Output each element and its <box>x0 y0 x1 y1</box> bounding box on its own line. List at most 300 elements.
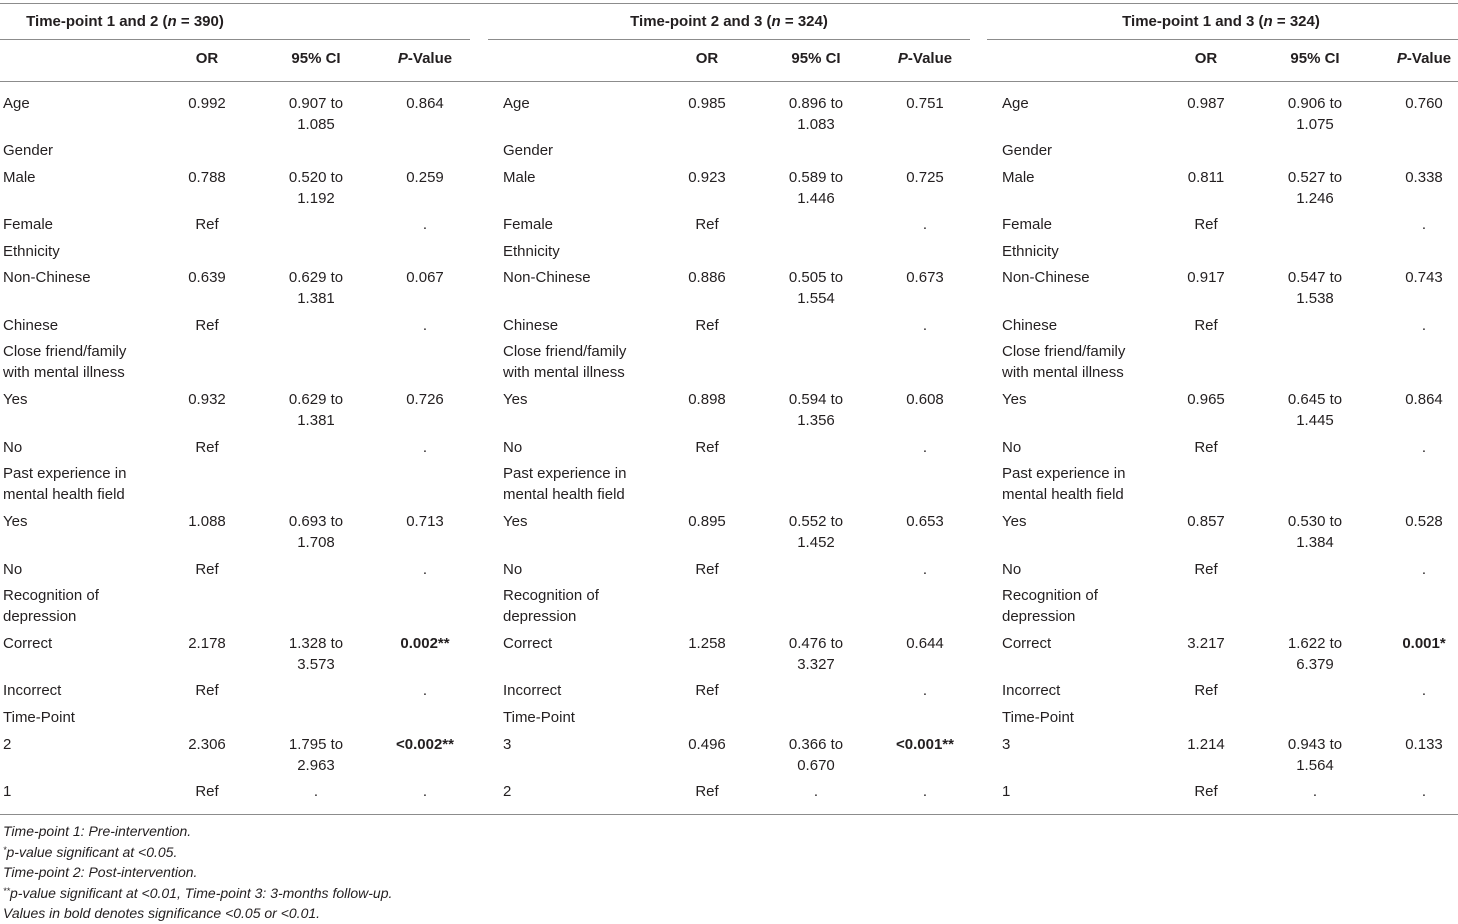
row-label-line: Correct <box>503 635 553 652</box>
row-label <box>1002 680 1060 701</box>
ci-line: 1.085 <box>297 116 335 133</box>
confidence-interval-cell <box>256 389 376 431</box>
row-label <box>1002 511 1026 532</box>
odds-ratio-cell: Ref <box>1194 317 1218 334</box>
odds-ratio-cell: Ref <box>695 439 719 456</box>
row-label-line: Correct <box>1002 635 1052 652</box>
odds-ratio-cell: Ref <box>1194 783 1218 800</box>
p-value-cell: 0.608 <box>906 391 944 408</box>
row-label <box>3 93 30 114</box>
row-label <box>3 781 11 802</box>
row-label-line: No <box>1002 561 1022 578</box>
odds-ratio-cell: 0.987 <box>1187 95 1225 112</box>
header-p-rest: -Value <box>907 50 953 67</box>
ci-line: . <box>1312 783 1318 800</box>
p-value-cell: . <box>922 561 928 578</box>
group-title-2 <box>529 13 929 30</box>
row-label <box>503 463 626 505</box>
p-value-cell: . <box>922 216 928 233</box>
row-label <box>1002 463 1125 505</box>
row-label-line: No <box>1002 439 1022 456</box>
row-label-line: No <box>3 439 23 456</box>
group-n-value: = 324) <box>1272 13 1320 30</box>
p-value-cell: . <box>1421 439 1427 456</box>
ci-line: 1.708 <box>297 534 335 551</box>
row-label <box>1002 93 1029 114</box>
confidence-interval-cell <box>1255 167 1375 209</box>
ci-line: 6.379 <box>1296 656 1334 673</box>
footnote-text: Time-point 1: Pre-intervention. <box>3 823 192 839</box>
row-label <box>1002 315 1057 336</box>
odds-ratio-cell: Ref <box>195 439 219 456</box>
group-n-value: = 324) <box>780 13 828 30</box>
footnote-line <box>3 903 392 924</box>
confidence-interval-cell <box>1255 633 1375 675</box>
header-bottom-rule <box>0 81 1458 82</box>
row-label <box>503 781 511 802</box>
row-label-line: Male <box>503 169 536 186</box>
p-value-cell: 0.726 <box>406 391 444 408</box>
header-p-italic: P <box>397 50 408 67</box>
row-label-line: Gender <box>1002 142 1053 159</box>
row-label-line: Past experience in <box>503 465 627 482</box>
p-value-cell: . <box>422 561 428 578</box>
ci-line: 0.505 to <box>788 269 844 286</box>
ci-line: 0.589 to <box>788 169 844 186</box>
confidence-interval-cell <box>756 781 876 802</box>
row-label-line: 1 <box>1002 783 1011 800</box>
p-value-cell: 0.864 <box>406 95 444 112</box>
confidence-interval-cell <box>256 781 376 802</box>
row-label <box>503 585 599 627</box>
p-value-cell: . <box>1421 682 1427 699</box>
row-label-line: depression <box>3 608 77 625</box>
odds-ratio-cell: Ref <box>1194 561 1218 578</box>
confidence-interval-cell <box>256 511 376 553</box>
odds-ratio-cell: Ref <box>695 317 719 334</box>
odds-ratio-cell: Ref <box>695 783 719 800</box>
row-label-line: Non-Chinese <box>1002 269 1090 286</box>
row-label-line: Age <box>1002 95 1029 112</box>
row-label-line: Age <box>503 95 530 112</box>
row-label <box>503 93 530 114</box>
row-label-line: Yes <box>503 391 528 408</box>
row-label-line: Non-Chinese <box>3 269 91 286</box>
row-label-line: Gender <box>3 142 54 159</box>
row-label <box>3 680 61 701</box>
footnote-marker: ** <box>3 885 11 896</box>
p-value-cell: 0.713 <box>406 513 444 530</box>
row-label <box>503 315 558 336</box>
confidence-interval-cell <box>1255 781 1375 802</box>
row-label-line: Recognition of <box>3 587 99 604</box>
footnote-line <box>3 883 392 904</box>
ci-line: 1.246 <box>1296 190 1334 207</box>
row-label-line: with mental illness <box>503 364 625 381</box>
odds-ratio-cell: 0.923 <box>688 169 726 186</box>
header-p-value <box>865 48 985 69</box>
odds-ratio-cell: Ref <box>695 682 719 699</box>
header-p-rest: -Value <box>407 50 453 67</box>
group-title-3 <box>1021 13 1421 30</box>
ci-line: 1.075 <box>1296 116 1334 133</box>
row-label <box>503 559 522 580</box>
row-label <box>1002 241 1059 262</box>
header-or: OR <box>695 50 719 67</box>
header-p-value <box>365 48 485 69</box>
row-label <box>1002 707 1074 728</box>
p-value-cell: 0.338 <box>1405 169 1443 186</box>
row-label-line: Age <box>3 95 30 112</box>
row-label-line: Time-Point <box>1002 709 1074 726</box>
row-label <box>3 734 11 755</box>
header-95-ci: 95% CI <box>291 50 341 67</box>
p-value-cell: 0.673 <box>906 269 944 286</box>
row-label-line: Ethnicity <box>1002 243 1059 260</box>
odds-ratio-cell: 0.898 <box>688 391 726 408</box>
ci-line: 1.622 to <box>1287 635 1343 652</box>
table-top-rule <box>0 3 1458 4</box>
row-label <box>1002 585 1098 627</box>
row-label <box>3 214 53 235</box>
row-label <box>1002 167 1035 188</box>
row-label-line: No <box>3 561 23 578</box>
confidence-interval-cell <box>1255 389 1375 431</box>
row-label-line: Male <box>3 169 36 186</box>
confidence-interval-cell <box>1255 267 1375 309</box>
p-value-cell: 0.653 <box>906 513 944 530</box>
odds-ratio-cell: Ref <box>1194 439 1218 456</box>
odds-ratio-cell: Ref <box>695 561 719 578</box>
header-95-ci: 95% CI <box>791 50 841 67</box>
row-label-line: depression <box>503 608 577 625</box>
group-rule-2 <box>488 39 970 40</box>
ci-line: 0.547 to <box>1287 269 1343 286</box>
row-label <box>503 241 560 262</box>
ci-line: 0.629 to <box>288 391 344 408</box>
confidence-interval-cell <box>256 167 376 209</box>
row-label-line: No <box>503 561 523 578</box>
odds-ratio-cell: 0.992 <box>188 95 226 112</box>
p-value-cell: . <box>1421 216 1427 233</box>
confidence-interval-cell <box>1255 93 1375 135</box>
row-label-line: 2 <box>503 783 512 800</box>
odds-ratio-cell: Ref <box>695 216 719 233</box>
header-95-ci: 95% CI <box>1290 50 1340 67</box>
ci-line: 1.384 <box>1296 534 1334 551</box>
row-label <box>3 559 22 580</box>
row-label-line: Yes <box>3 513 28 530</box>
ci-line: 1.356 <box>797 412 835 429</box>
row-label <box>3 585 99 627</box>
ci-line: 0.896 to <box>788 95 844 112</box>
p-value-cell: 0.760 <box>1405 95 1443 112</box>
row-label <box>503 267 591 288</box>
group-n-symbol: n <box>771 13 781 30</box>
footnote-line <box>3 862 392 883</box>
row-label-line: Non-Chinese <box>503 269 591 286</box>
row-label <box>1002 633 1051 654</box>
row-label-line: Past experience in <box>1002 465 1126 482</box>
footnote-text: Time-point 2: Post-intervention. <box>3 864 198 880</box>
group-rule-3 <box>987 39 1458 40</box>
row-label-line: Chinese <box>503 317 559 334</box>
ci-line: 0.527 to <box>1287 169 1343 186</box>
row-label <box>503 341 626 383</box>
row-label-line: Ethnicity <box>3 243 60 260</box>
ci-line: 1.538 <box>1296 290 1334 307</box>
row-label-line: Yes <box>503 513 528 530</box>
row-label-line: Recognition of <box>1002 587 1098 604</box>
row-label-line: Correct <box>3 635 53 652</box>
odds-ratio-cell: 0.788 <box>188 169 226 186</box>
ci-line: 1.083 <box>797 116 835 133</box>
row-label <box>503 140 553 161</box>
row-label-line: mental health field <box>1002 486 1124 503</box>
row-label <box>1002 341 1125 383</box>
row-label <box>1002 734 1010 755</box>
ci-line: 0.552 to <box>788 513 844 530</box>
ci-line: 0.943 to <box>1287 736 1343 753</box>
row-label-line: mental health field <box>3 486 125 503</box>
row-label <box>503 680 561 701</box>
p-value-cell: <0.002** <box>396 736 454 753</box>
row-label <box>503 707 575 728</box>
table-bottom-rule <box>0 814 1458 815</box>
row-label-line: Close friend/family <box>1002 343 1126 360</box>
ci-line: 1.452 <box>797 534 835 551</box>
footnote-text: p-value significant at <0.05. <box>6 843 178 860</box>
ci-line: 1.328 to <box>288 635 344 652</box>
odds-ratio-cell: Ref <box>1194 216 1218 233</box>
odds-ratio-cell: 0.965 <box>1187 391 1225 408</box>
ci-line: 1.795 to <box>288 736 344 753</box>
row-label-line: with mental illness <box>1002 364 1124 381</box>
row-label-line: 2 <box>3 736 12 753</box>
footnote-marker: * <box>3 844 7 855</box>
row-label <box>3 437 22 458</box>
row-label-line: No <box>503 439 523 456</box>
confidence-interval-cell <box>756 389 876 431</box>
ci-line: 0.476 to <box>788 635 844 652</box>
row-label <box>1002 267 1090 288</box>
p-value-cell: 0.133 <box>1405 736 1443 753</box>
row-label <box>3 463 126 505</box>
row-label-line: Male <box>1002 169 1035 186</box>
confidence-interval-cell <box>756 633 876 675</box>
row-label <box>3 707 75 728</box>
p-value-cell: 0.002** <box>400 635 450 652</box>
row-label <box>503 511 527 532</box>
ci-line: 0.645 to <box>1287 391 1343 408</box>
p-value-cell: 0.644 <box>906 635 944 652</box>
row-label-line: Close friend/family <box>3 343 127 360</box>
row-label <box>3 389 27 410</box>
row-label <box>1002 437 1021 458</box>
header-p-italic: P <box>897 50 908 67</box>
odds-ratio-cell: 1.258 <box>688 635 726 652</box>
row-label <box>3 167 36 188</box>
ci-line: 0.530 to <box>1287 513 1343 530</box>
p-value-cell: . <box>1421 783 1427 800</box>
row-label <box>503 734 511 755</box>
p-value-cell: . <box>922 682 928 699</box>
row-label-line: Yes <box>1002 513 1027 530</box>
row-label-line: Yes <box>3 391 28 408</box>
table-footnotes <box>3 821 392 924</box>
header-p-rest: -Value <box>1406 50 1452 67</box>
row-label-line: Chinese <box>3 317 59 334</box>
ci-line: 1.381 <box>297 412 335 429</box>
p-value-cell: . <box>422 216 428 233</box>
p-value-cell: <0.001** <box>896 736 954 753</box>
row-label-line: 1 <box>3 783 12 800</box>
odds-ratio-cell: Ref <box>195 682 219 699</box>
odds-ratio-cell: Ref <box>195 783 219 800</box>
row-label <box>3 341 126 383</box>
footnote-text: p-value significant at <0.01, Time-point 3: 3-months follow-up. <box>10 884 393 901</box>
confidence-interval-cell <box>756 734 876 776</box>
p-value-cell: 0.864 <box>1405 391 1443 408</box>
p-value-cell: . <box>922 439 928 456</box>
p-value-cell: . <box>1421 561 1427 578</box>
row-label-line: Incorrect <box>503 682 562 699</box>
row-label <box>3 511 27 532</box>
group-title-text: Time-point 1 and 3 ( <box>1122 13 1264 30</box>
group-rule-1 <box>0 39 470 40</box>
odds-ratio-cell: 0.496 <box>688 736 726 753</box>
p-value-cell: . <box>422 783 428 800</box>
group-title-text: Time-point 2 and 3 ( <box>630 13 772 30</box>
row-label <box>3 315 58 336</box>
p-value-cell: 0.751 <box>906 95 944 112</box>
header-p-italic: P <box>1396 50 1407 67</box>
group-n-value: = 390) <box>176 13 224 30</box>
row-label-line: Female <box>1002 216 1053 233</box>
p-value-cell: 0.528 <box>1405 513 1443 530</box>
odds-ratio-cell: 0.811 <box>1187 169 1225 186</box>
odds-ratio-cell: Ref <box>195 216 219 233</box>
row-label <box>1002 559 1021 580</box>
p-value-cell: 0.743 <box>1405 269 1443 286</box>
p-value-cell: . <box>1421 317 1427 334</box>
ci-line: 0.906 to <box>1287 95 1343 112</box>
ci-line: 2.963 <box>297 757 335 774</box>
p-value-cell: 0.259 <box>406 169 444 186</box>
row-label <box>503 167 536 188</box>
row-label-line: mental health field <box>503 486 625 503</box>
row-label-line: Incorrect <box>3 682 62 699</box>
odds-ratio-cell: 1.214 <box>1187 736 1225 753</box>
odds-ratio-cell: 1.088 <box>188 513 226 530</box>
odds-ratio-cell: 0.895 <box>688 513 726 530</box>
ci-line: 0.366 to <box>788 736 844 753</box>
confidence-interval-cell <box>256 93 376 135</box>
confidence-interval-cell <box>756 511 876 553</box>
confidence-interval-cell <box>756 167 876 209</box>
p-value-cell: 0.001* <box>1402 635 1446 652</box>
row-label-line: 3 <box>503 736 512 753</box>
ci-line: 1.445 <box>1296 412 1334 429</box>
ci-line: 3.327 <box>797 656 835 673</box>
confidence-interval-cell <box>756 267 876 309</box>
footnote-line <box>3 821 392 842</box>
confidence-interval-cell <box>756 93 876 135</box>
odds-ratio-cell: Ref <box>195 317 219 334</box>
footnote-text: Values in bold denotes significance <0.05 or <0.01. <box>3 905 321 921</box>
header-p-value <box>1364 48 1458 69</box>
row-label-line: Time-Point <box>3 709 75 726</box>
row-label-line: Incorrect <box>1002 682 1061 699</box>
row-label-line: Past experience in <box>3 465 127 482</box>
p-value-cell: . <box>422 439 428 456</box>
row-label <box>3 241 60 262</box>
p-value-cell: . <box>422 682 428 699</box>
p-value-cell: . <box>922 317 928 334</box>
odds-ratio-cell: 0.639 <box>188 269 226 286</box>
row-label-line: Female <box>503 216 554 233</box>
odds-ratio-cell: 0.857 <box>1187 513 1225 530</box>
group-n-symbol: n <box>167 13 177 30</box>
ci-line: 1.564 <box>1296 757 1334 774</box>
row-label <box>3 267 91 288</box>
row-label-line: Close friend/family <box>503 343 627 360</box>
row-label <box>3 140 53 161</box>
ci-line: . <box>313 783 319 800</box>
ci-line: 1.192 <box>297 190 335 207</box>
ci-line: 1.446 <box>797 190 835 207</box>
odds-ratio-cell: Ref <box>1194 682 1218 699</box>
row-label <box>3 633 52 654</box>
row-label <box>503 389 527 410</box>
group-title-1 <box>0 13 325 30</box>
row-label-line: Ethnicity <box>503 243 560 260</box>
row-label <box>503 633 552 654</box>
ci-line: 0.520 to <box>288 169 344 186</box>
confidence-interval-cell <box>1255 734 1375 776</box>
footnote-line <box>3 842 392 863</box>
odds-ratio-cell: 0.917 <box>1187 269 1225 286</box>
confidence-interval-cell <box>256 633 376 675</box>
row-label <box>1002 140 1052 161</box>
ci-line: 0.594 to <box>788 391 844 408</box>
p-value-cell: 0.725 <box>906 169 944 186</box>
header-or: OR <box>1194 50 1218 67</box>
confidence-interval-cell <box>256 267 376 309</box>
ci-line: 0.907 to <box>288 95 344 112</box>
confidence-interval-cell <box>256 734 376 776</box>
row-label-line: 3 <box>1002 736 1011 753</box>
row-label <box>1002 214 1052 235</box>
odds-ratio-cell: 2.178 <box>188 635 226 652</box>
row-label-line: Chinese <box>1002 317 1058 334</box>
odds-ratio-cell: 0.932 <box>188 391 226 408</box>
p-value-cell: . <box>422 317 428 334</box>
row-label-line: Yes <box>1002 391 1027 408</box>
p-value-cell: . <box>922 783 928 800</box>
odds-ratio-cell: 3.217 <box>1187 635 1225 652</box>
group-title-text: Time-point 1 and 2 ( <box>26 13 168 30</box>
row-label <box>503 437 522 458</box>
row-label-line: Time-Point <box>503 709 575 726</box>
ci-line: 0.629 to <box>288 269 344 286</box>
ci-line: 1.381 <box>297 290 335 307</box>
ci-line: 0.670 <box>797 757 835 774</box>
confidence-interval-cell <box>1255 511 1375 553</box>
row-label-line: with mental illness <box>3 364 125 381</box>
odds-ratio-cell: Ref <box>195 561 219 578</box>
group-n-symbol: n <box>1263 13 1273 30</box>
